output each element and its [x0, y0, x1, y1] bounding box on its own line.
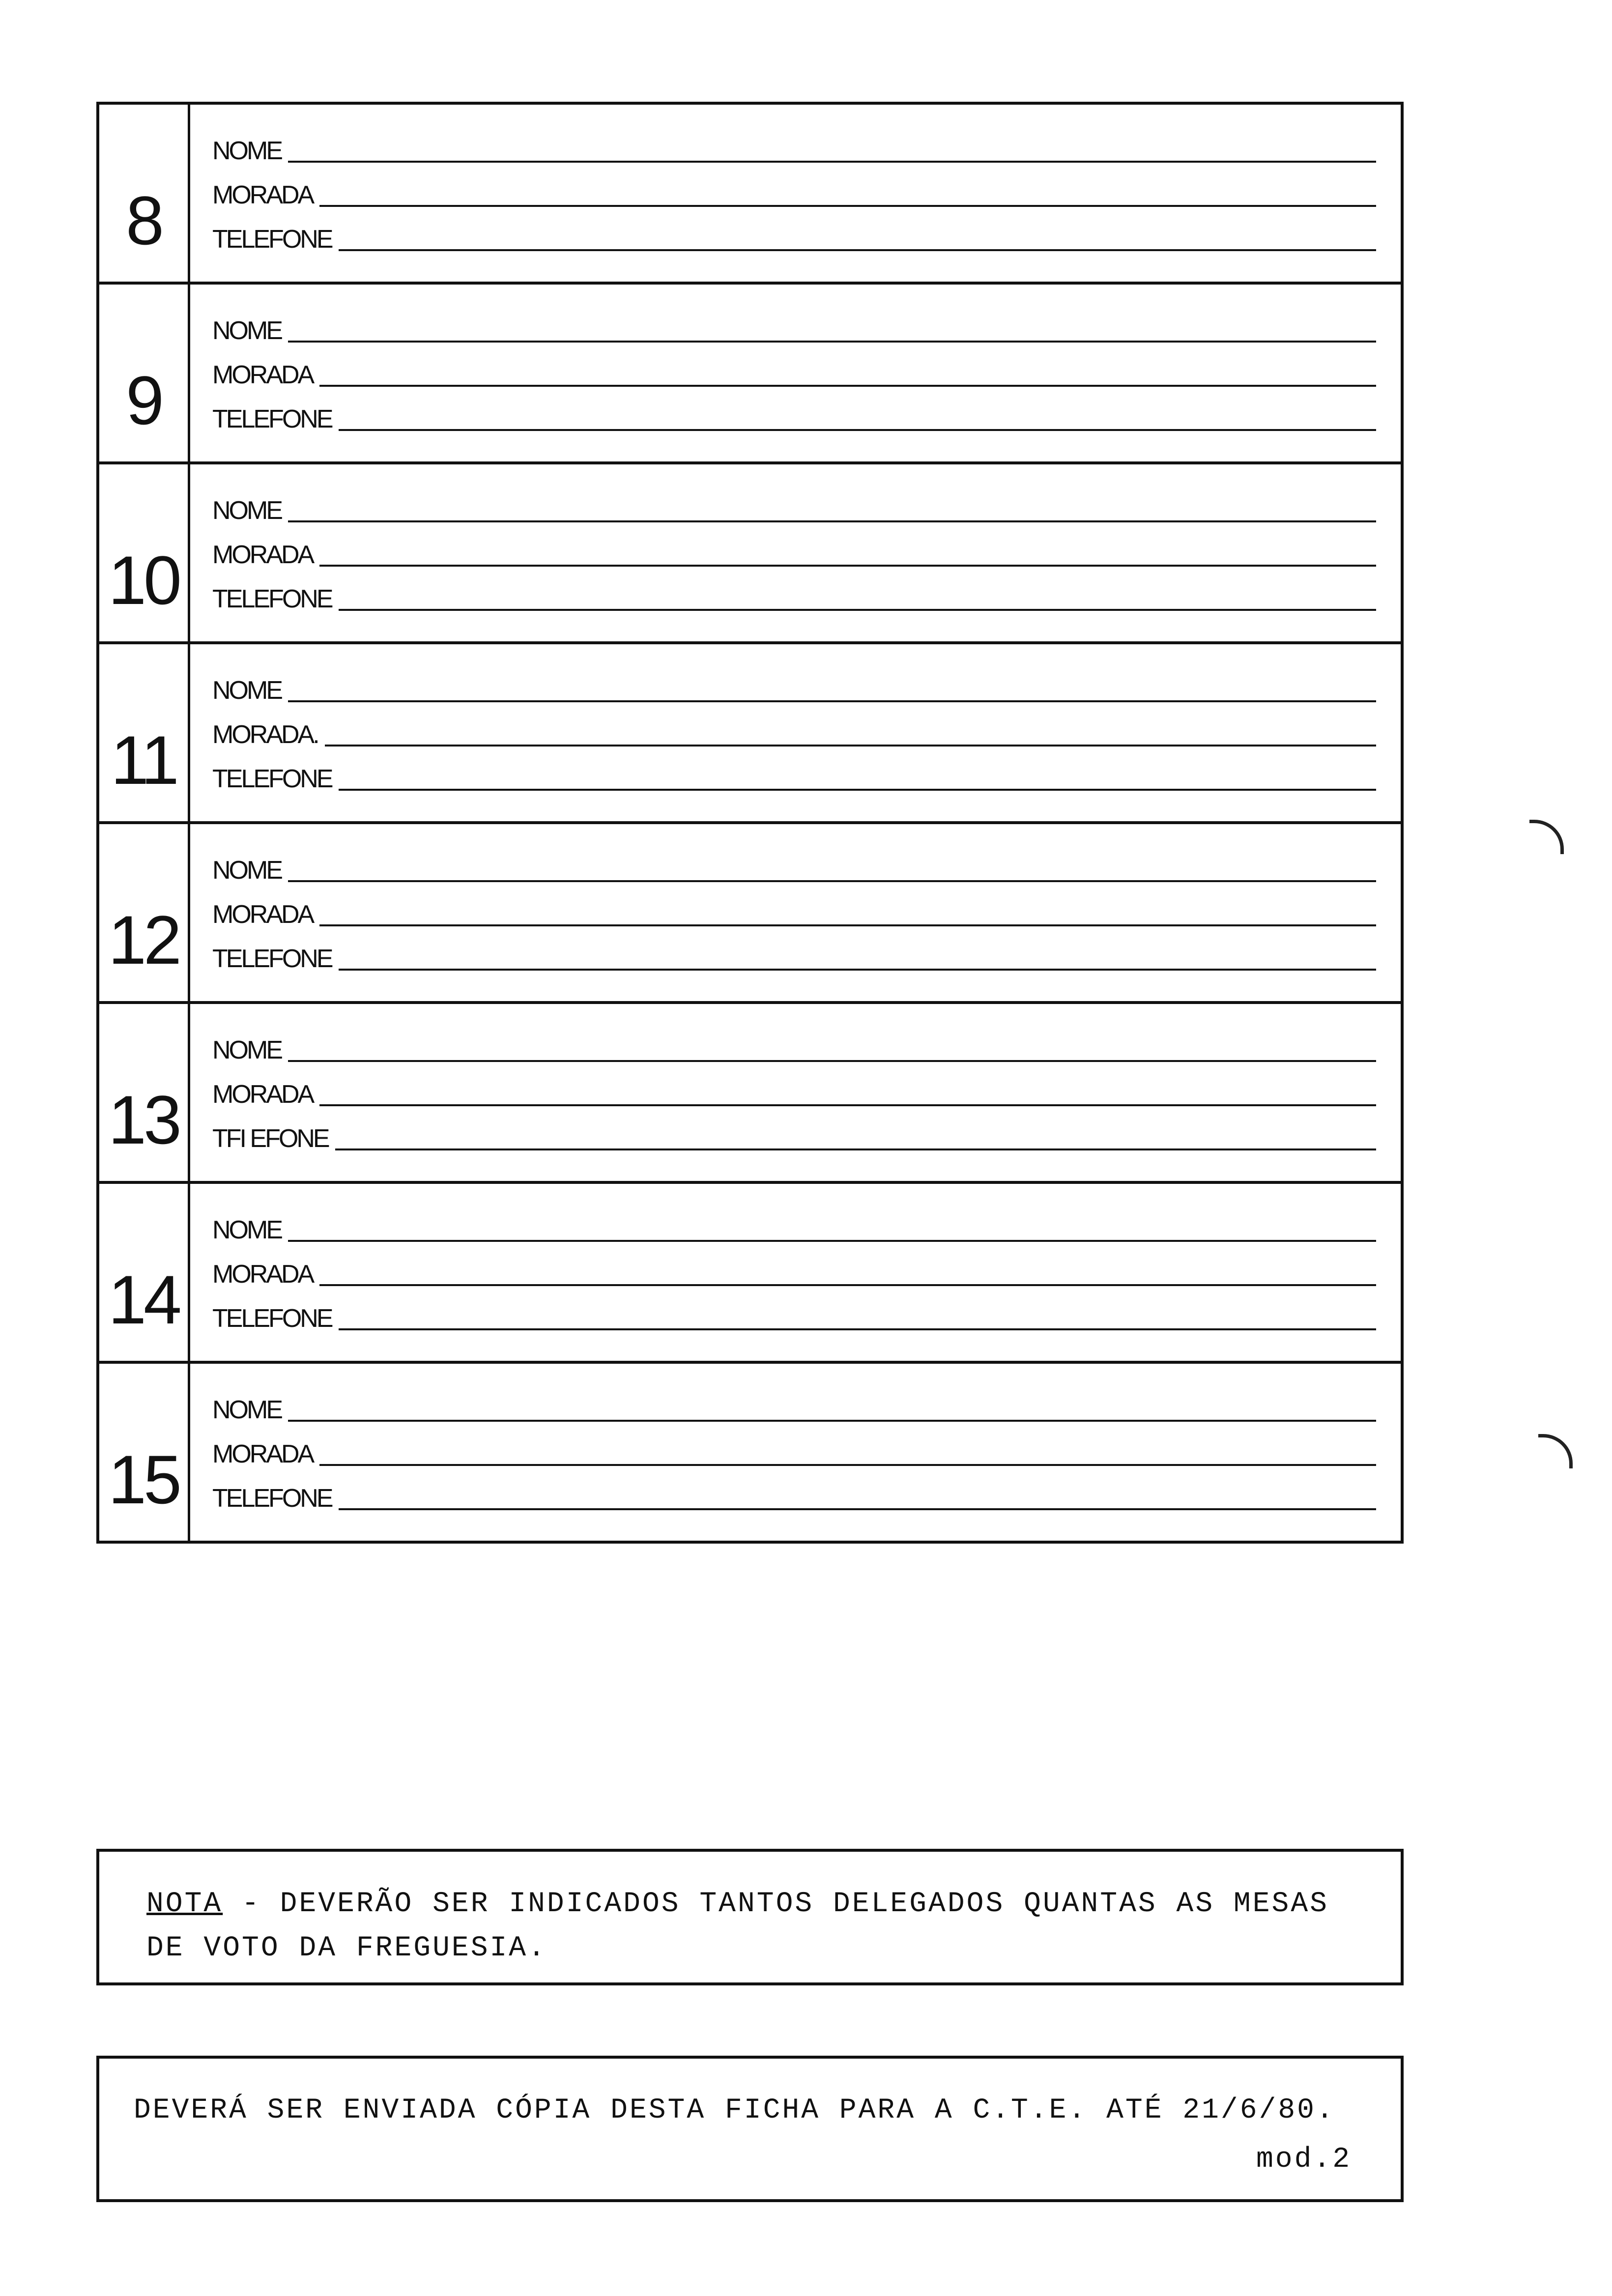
name-label: NOME	[212, 856, 281, 885]
name-row	[212, 840, 1376, 884]
delegates-form-table	[96, 102, 1404, 1544]
phone-row	[212, 1108, 1376, 1152]
name-input-line[interactable]	[288, 880, 1376, 882]
entry-number-cell	[99, 824, 190, 1001]
address-label: MORADA.	[212, 720, 318, 749]
entry-number: 14	[108, 1261, 179, 1338]
address-input-line[interactable]	[319, 924, 1376, 926]
phone-label: TELEFONE	[212, 225, 332, 254]
address-row	[212, 1244, 1376, 1288]
form-entry	[99, 1184, 1401, 1364]
phone-label: TELEFONE	[212, 1484, 332, 1513]
name-input-line[interactable]	[288, 160, 1376, 163]
note-label: NOTA	[146, 1888, 223, 1920]
name-row	[212, 1200, 1376, 1244]
address-input-line[interactable]	[319, 384, 1376, 387]
address-input-line[interactable]	[319, 1284, 1376, 1286]
phone-row	[212, 928, 1376, 973]
entry-fields	[190, 824, 1401, 1001]
form-entry	[99, 464, 1401, 644]
phone-label: TELEFONE	[212, 405, 332, 433]
address-row	[212, 884, 1376, 928]
address-row	[212, 344, 1376, 389]
entry-fields	[190, 1184, 1401, 1361]
name-row	[212, 480, 1376, 524]
entry-fields	[190, 1004, 1401, 1181]
phone-label: TFI EFONE	[212, 1124, 328, 1153]
phone-input-line[interactable]	[339, 608, 1377, 611]
entry-number-cell	[99, 1184, 190, 1361]
entry-fields	[190, 285, 1401, 461]
address-label: MORADA	[212, 1260, 313, 1289]
name-input-line[interactable]	[288, 1419, 1376, 1422]
entry-fields	[190, 464, 1401, 641]
phone-label: TELEFONE	[212, 765, 332, 793]
entry-number: 15	[108, 1441, 179, 1518]
name-input-line[interactable]	[288, 700, 1376, 702]
phone-input-line[interactable]	[339, 968, 1377, 971]
address-row	[212, 704, 1376, 748]
phone-input-line[interactable]	[339, 788, 1377, 791]
binder-hole-mark	[1529, 820, 1564, 854]
phone-row	[212, 389, 1376, 433]
address-row	[212, 524, 1376, 569]
name-label: NOME	[212, 1396, 281, 1424]
address-row	[212, 165, 1376, 209]
phone-row	[212, 1288, 1376, 1332]
phone-label: TELEFONE	[212, 585, 332, 613]
name-label: NOME	[212, 496, 281, 525]
phone-input-line[interactable]	[339, 1328, 1377, 1330]
entry-number: 8	[126, 182, 161, 259]
phone-input-line[interactable]	[339, 429, 1377, 431]
entry-number: 10	[108, 542, 179, 619]
address-input-line[interactable]	[319, 564, 1376, 567]
model-number: mod.2	[1256, 2144, 1352, 2176]
address-label: MORADA	[212, 181, 313, 209]
form-entry	[99, 1364, 1401, 1541]
phone-input-line[interactable]	[339, 249, 1377, 251]
name-label: NOME	[212, 316, 281, 345]
entry-number: 12	[108, 901, 179, 978]
entry-number-cell	[99, 285, 190, 461]
entry-fields	[190, 1364, 1401, 1541]
name-row	[212, 300, 1376, 344]
form-entry	[99, 824, 1401, 1004]
phone-row	[212, 209, 1376, 253]
address-label: MORADA	[212, 1080, 313, 1109]
address-input-line[interactable]	[325, 744, 1376, 746]
entry-number: 13	[108, 1081, 179, 1158]
form-entry	[99, 644, 1401, 824]
copy-notice-text: DEVERÁ SER ENVIADA CÓPIA DESTA FICHA PARA A C.T.E. ATÉ 21/6/80.	[134, 2095, 1335, 2126]
address-label: MORADA	[212, 361, 313, 389]
note-line-1	[146, 1882, 1356, 1926]
entry-number-cell	[99, 1004, 190, 1181]
phone-row	[212, 569, 1376, 613]
name-row	[212, 1379, 1376, 1424]
entry-number-cell	[99, 105, 190, 282]
entry-fields	[190, 105, 1401, 282]
note-box	[96, 1849, 1404, 1985]
name-label: NOME	[212, 1036, 281, 1064]
phone-label: TELEFONE	[212, 945, 332, 973]
name-row	[212, 1020, 1376, 1064]
address-input-line[interactable]	[319, 204, 1376, 207]
address-label: MORADA	[212, 900, 313, 929]
phone-row	[212, 1468, 1376, 1512]
entry-number-cell	[99, 464, 190, 641]
phone-label: TELEFONE	[212, 1304, 332, 1333]
address-input-line[interactable]	[319, 1464, 1376, 1466]
name-input-line[interactable]	[288, 1060, 1376, 1062]
address-row	[212, 1424, 1376, 1468]
address-row	[212, 1064, 1376, 1108]
binder-hole-mark	[1538, 1434, 1573, 1468]
name-input-line[interactable]	[288, 520, 1376, 522]
entry-number-cell	[99, 1364, 190, 1541]
entry-number-cell	[99, 644, 190, 821]
name-row	[212, 120, 1376, 165]
form-entry	[99, 105, 1401, 285]
form-entry	[99, 1004, 1401, 1184]
form-entry	[99, 285, 1401, 464]
entry-fields	[190, 644, 1401, 821]
name-label: NOME	[212, 137, 281, 165]
note-line-2: DE VOTO DA FREGUESIA.	[146, 1932, 547, 1964]
name-input-line[interactable]	[288, 1239, 1376, 1242]
phone-input-line[interactable]	[339, 1508, 1377, 1510]
name-label: NOME	[212, 1216, 281, 1244]
note-text-1: - DEVERÃO SER INDICADOS TANTOS DELEGADOS QUANTAS AS MESAS	[223, 1888, 1329, 1920]
phone-row	[212, 748, 1376, 793]
address-input-line[interactable]	[319, 1104, 1376, 1106]
entry-number: 9	[126, 362, 161, 439]
address-label: MORADA	[212, 541, 313, 569]
copy-notice-box	[96, 2056, 1404, 2202]
name-input-line[interactable]	[288, 340, 1376, 343]
phone-input-line[interactable]	[335, 1148, 1376, 1150]
entry-number: 11	[111, 721, 176, 799]
name-row	[212, 660, 1376, 704]
address-label: MORADA	[212, 1440, 313, 1468]
name-label: NOME	[212, 676, 281, 705]
